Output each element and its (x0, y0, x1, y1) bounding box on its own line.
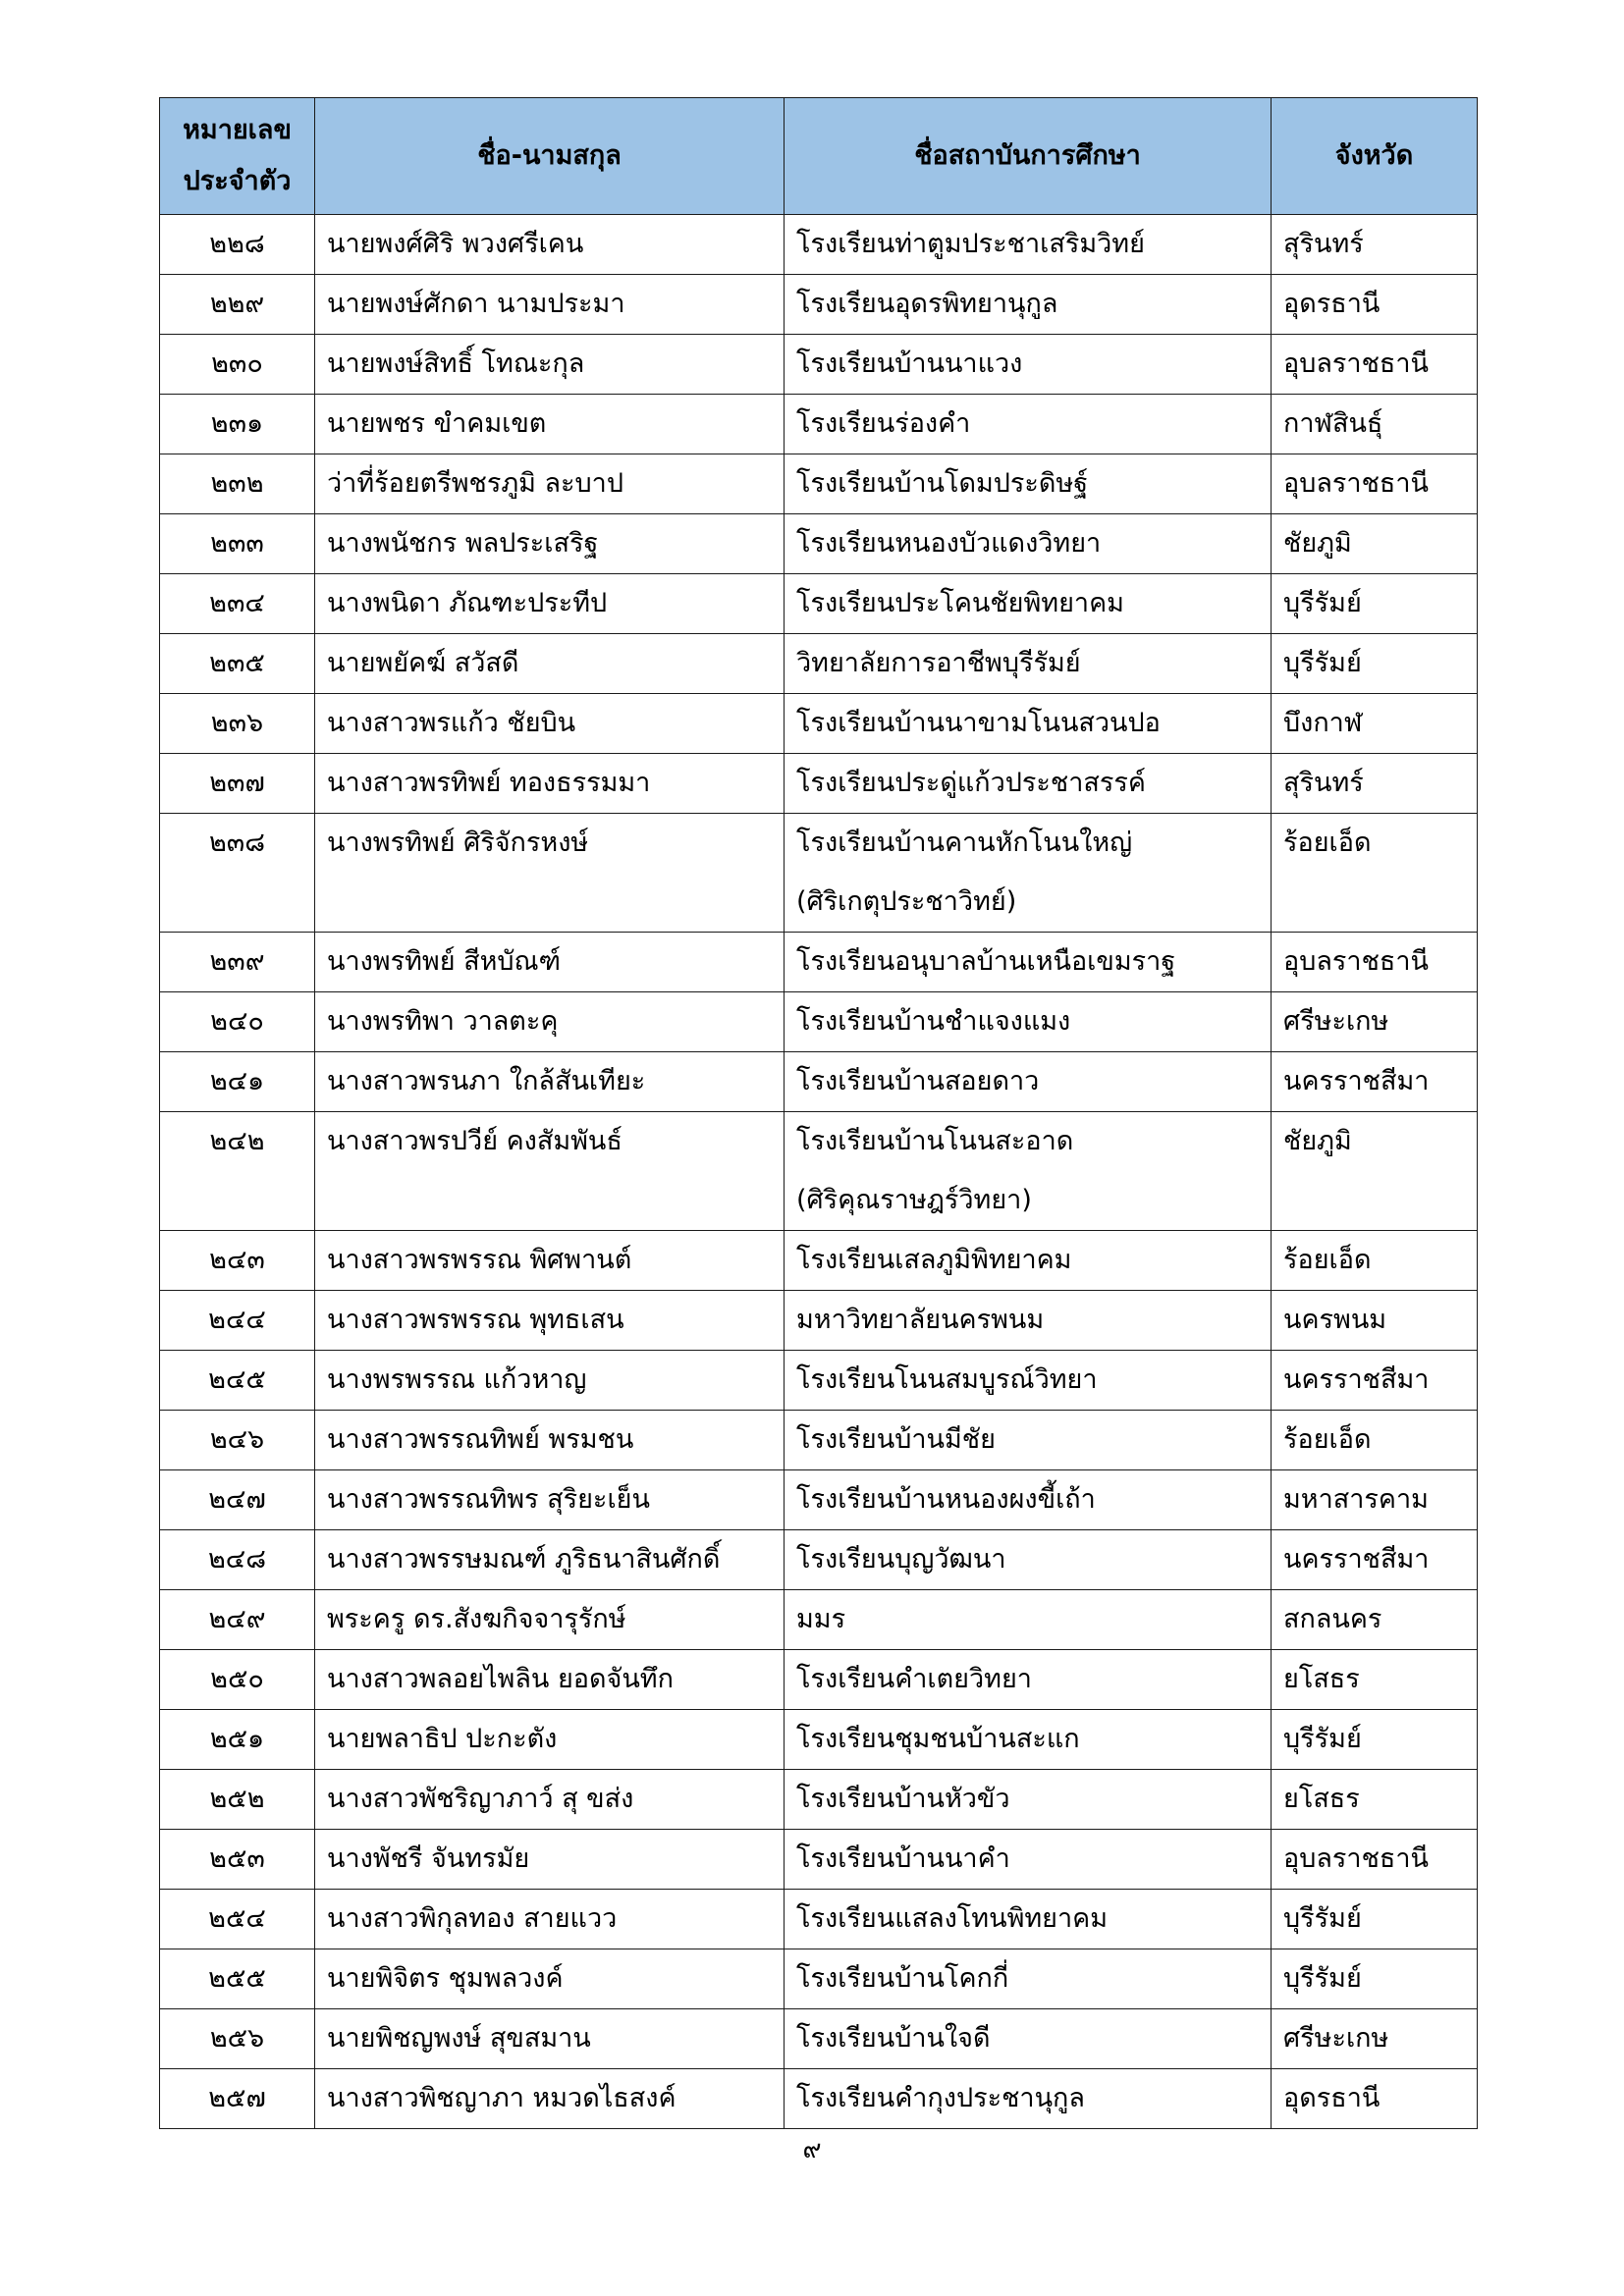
cell-id-number: ๒๕๑ (160, 1710, 315, 1770)
school-line: โรงเรียนบ้านหนองผงขี้เถ้า (796, 1484, 1096, 1515)
cell-province: นครพนม (1272, 1291, 1478, 1351)
school-line: โรงเรียนคำกุงประชานุกูล (796, 2083, 1085, 2113)
school-line: (ศิริเกตุประชาวิทย์) (796, 886, 1017, 917)
table-row (160, 1770, 1478, 1830)
cell-id-number: ๒๓๒ (160, 454, 315, 514)
cell-province: ชัยภูมิ (1272, 514, 1478, 574)
cell-province: อุดรธานี (1272, 2069, 1478, 2129)
cell-school (785, 2069, 1272, 2129)
cell-province: อุบลราชธานี (1272, 933, 1478, 992)
cell-school (785, 2009, 1272, 2069)
header-province: จังหวัด (1272, 98, 1478, 215)
table-row (160, 1530, 1478, 1590)
school-line: วิทยาลัยการอาชีพบุรีรัมย์ (796, 648, 1081, 678)
cell-id-number: ๒๔๓ (160, 1231, 315, 1291)
school-line: โรงเรียนแสลงโทนพิทยาคม (796, 1903, 1108, 1934)
table-row (160, 2069, 1478, 2129)
cell-full-name: นางสาวพลอยไพลิน ยอดจันทึก (315, 1650, 785, 1710)
cell-school (785, 1112, 1272, 1231)
cell-id-number: ๒๕๓ (160, 1830, 315, 1890)
cell-id-number: ๒๓๘ (160, 814, 315, 933)
cell-province: ศรีษะเกษ (1272, 2009, 1478, 2069)
cell-full-name: นางสาวพรรณทิพร สุริยะเย็น (315, 1470, 785, 1530)
table-row (160, 1590, 1478, 1650)
school-line: โรงเรียนคำเตยวิทยา (796, 1664, 1032, 1694)
cell-full-name: นายพงษ์สิทธิ์ โทณะกุล (315, 335, 785, 395)
cell-province: ร้อยเอ็ด (1272, 814, 1478, 933)
cell-school (785, 694, 1272, 754)
school-line: โรงเรียนบ้านโนนสะอาด (796, 1126, 1074, 1156)
school-line: โรงเรียนบ้านโดมประดิษฐ์ (796, 468, 1089, 499)
cell-full-name: นางพรพรรณ แก้วหาญ (315, 1351, 785, 1411)
table-row (160, 1949, 1478, 2009)
cell-school (785, 275, 1272, 335)
cell-full-name: นางสาวพรรณทิพย์ พรมชน (315, 1411, 785, 1470)
table-body (160, 215, 1478, 2129)
cell-id-number: ๒๔๐ (160, 992, 315, 1052)
table-row (160, 992, 1478, 1052)
cell-province: สกลนคร (1272, 1590, 1478, 1650)
school-line: โรงเรียนประโคนชัยพิทยาคม (796, 588, 1124, 618)
cell-id-number: ๒๓๔ (160, 574, 315, 634)
table-row (160, 1231, 1478, 1291)
cell-full-name: นายพชร ขำคมเขต (315, 395, 785, 454)
table-row (160, 454, 1478, 514)
cell-id-number: ๒๔๑ (160, 1052, 315, 1112)
table-row (160, 754, 1478, 814)
cell-province: นครราชสีมา (1272, 1052, 1478, 1112)
cell-school (785, 814, 1272, 933)
cell-province: อุบลราชธานี (1272, 335, 1478, 395)
school-line: โรงเรียนเสลภูมิพิทยาคม (796, 1245, 1072, 1275)
cell-school (785, 514, 1272, 574)
school-line: โรงเรียนหนองบัวแดงวิทยา (796, 528, 1102, 559)
cell-id-number: ๒๔๖ (160, 1411, 315, 1470)
cell-full-name: นางสาวพรปวีย์ คงสัมพันธ์ (315, 1112, 785, 1231)
cell-full-name: นางพรทิพย์ ศิริจักรหงษ์ (315, 814, 785, 933)
cell-full-name: นางพรทิพา วาลตะคุ (315, 992, 785, 1052)
cell-school (785, 1770, 1272, 1830)
cell-school (785, 1470, 1272, 1530)
cell-full-name: นางพนิดา ภัณฑะประทีป (315, 574, 785, 634)
cell-full-name: นายพิชญพงษ์ สุขสมาน (315, 2009, 785, 2069)
cell-province: บุรีรัมย์ (1272, 1949, 1478, 2009)
cell-school (785, 933, 1272, 992)
cell-id-number: ๒๓๕ (160, 634, 315, 694)
cell-id-number: ๒๓๓ (160, 514, 315, 574)
cell-school (785, 215, 1272, 275)
cell-province: มหาสารคาม (1272, 1470, 1478, 1530)
table-row (160, 1470, 1478, 1530)
cell-id-number: ๒๕๕ (160, 1949, 315, 2009)
cell-id-number: ๒๒๙ (160, 275, 315, 335)
header-row (160, 98, 1478, 215)
cell-school (785, 1590, 1272, 1650)
header-school: ชื่อสถาบันการศึกษา (785, 98, 1272, 215)
school-line: โรงเรียนบ้านโคกกี่ (796, 1963, 1009, 1994)
school-line: มหาวิทยาลัยนครพนม (796, 1305, 1045, 1335)
cell-school (785, 574, 1272, 634)
table-row (160, 1890, 1478, 1949)
school-line: โรงเรียนอุดรพิทยานุกูล (796, 289, 1058, 319)
cell-province: ศรีษะเกษ (1272, 992, 1478, 1052)
cell-school (785, 754, 1272, 814)
cell-school (785, 1291, 1272, 1351)
cell-province: อุบลราชธานี (1272, 454, 1478, 514)
cell-school (785, 335, 1272, 395)
cell-full-name: นางสาวพิชญาภา หมวดไธสงค์ (315, 2069, 785, 2129)
cell-full-name: นายพิจิตร ชุมพลวงค์ (315, 1949, 785, 2009)
table-row (160, 574, 1478, 634)
table-row (160, 395, 1478, 454)
cell-school (785, 1830, 1272, 1890)
school-line: โรงเรียนชุมชนบ้านสะแก (796, 1724, 1080, 1754)
table-row (160, 814, 1478, 933)
table-row (160, 694, 1478, 754)
cell-full-name: นางพรทิพย์ สีหบัณฑ์ (315, 933, 785, 992)
cell-id-number: ๒๕๔ (160, 1890, 315, 1949)
school-line: โรงเรียนบ้านนาแวง (796, 348, 1023, 379)
table-row (160, 335, 1478, 395)
table-row (160, 1351, 1478, 1411)
school-line: โรงเรียนบ้านใจดี (796, 2023, 991, 2054)
school-line: โรงเรียนประดู่แก้วประชาสรรค์ (796, 768, 1146, 798)
table-header (160, 98, 1478, 215)
cell-id-number: ๒๕๐ (160, 1650, 315, 1710)
cell-school (785, 1650, 1272, 1710)
table-row (160, 1411, 1478, 1470)
table-row (160, 275, 1478, 335)
cell-full-name: นายพยัคฆ์ สวัสดี (315, 634, 785, 694)
cell-full-name: นางสาวพรนภา ใกล้สันเทียะ (315, 1052, 785, 1112)
cell-id-number: ๒๔๘ (160, 1530, 315, 1590)
table-row (160, 1291, 1478, 1351)
cell-province: นครราชสีมา (1272, 1351, 1478, 1411)
school-line: โรงเรียนบ้านสอยดาว (796, 1066, 1040, 1096)
cell-province: นครราชสีมา (1272, 1530, 1478, 1590)
cell-school (785, 1890, 1272, 1949)
cell-province: บุรีรัมย์ (1272, 574, 1478, 634)
table-row (160, 2009, 1478, 2069)
cell-id-number: ๒๕๖ (160, 2009, 315, 2069)
table-row (160, 1710, 1478, 1770)
school-line: โรงเรียนบ้านหัวขัว (796, 1784, 1010, 1814)
cell-id-number: ๒๔๔ (160, 1291, 315, 1351)
school-line: โรงเรียนบ้านมีชัย (796, 1424, 996, 1455)
cell-province: บึงกาฬ (1272, 694, 1478, 754)
cell-id-number: ๒๕๗ (160, 2069, 315, 2129)
cell-full-name: นางสาวพรทิพย์ ทองธรรมมา (315, 754, 785, 814)
cell-province: ร้อยเอ็ด (1272, 1411, 1478, 1470)
cell-id-number: ๒๕๒ (160, 1770, 315, 1830)
cell-full-name: นายพงศ์ศิริ พวงศรีเคน (315, 215, 785, 275)
cell-full-name: นางสาวพรพรรณ พุทธเสน (315, 1291, 785, 1351)
cell-full-name: นางพัชรี จันทรมัย (315, 1830, 785, 1890)
header-id-number (160, 98, 315, 215)
school-line: (ศิริคุณราษฎร์วิทยา) (796, 1185, 1032, 1215)
cell-full-name: นางสาวพัชริญาภาว์ สุ ขส่ง (315, 1770, 785, 1830)
cell-province: ร้อยเอ็ด (1272, 1231, 1478, 1291)
table-row (160, 634, 1478, 694)
table-row (160, 215, 1478, 275)
table-row (160, 1112, 1478, 1231)
school-line: โรงเรียนอนุบาลบ้านเหนือเขมราฐ (796, 946, 1176, 977)
cell-province: สุรินทร์ (1272, 215, 1478, 275)
cell-full-name: นายพงษ์ศักดา นามประมา (315, 275, 785, 335)
table-row (160, 933, 1478, 992)
cell-province: อุดรธานี (1272, 275, 1478, 335)
cell-province: บุรีรัมย์ (1272, 1710, 1478, 1770)
cell-id-number: ๒๓๗ (160, 754, 315, 814)
cell-school (785, 1710, 1272, 1770)
school-line: โรงเรียนโนนสมบูรณ์วิทยา (796, 1364, 1098, 1395)
cell-school (785, 1231, 1272, 1291)
cell-school (785, 395, 1272, 454)
header-id-line-1: หมายเลข (183, 115, 292, 145)
cell-full-name: นางสาวพิกุลทอง สายแวว (315, 1890, 785, 1949)
cell-id-number: ๒๓๐ (160, 335, 315, 395)
table-row (160, 1830, 1478, 1890)
cell-full-name: นางสาวพรรษมณฑ์ ภูริธนาสินศักดิ์ (315, 1530, 785, 1590)
school-line: โรงเรียนท่าตูมประชาเสริมวิทย์ (796, 229, 1145, 259)
school-line: โรงเรียนบ้านคานหักโนนใหญ่ (796, 828, 1133, 858)
cell-id-number: ๒๒๘ (160, 215, 315, 275)
school-line: โรงเรียนบ้านชำแจงแมง (796, 1006, 1071, 1037)
table-row (160, 514, 1478, 574)
cell-id-number: ๒๓๖ (160, 694, 315, 754)
cell-school (785, 1052, 1272, 1112)
cell-id-number: ๒๔๕ (160, 1351, 315, 1411)
school-line: โรงเรียนร่องคำ (796, 408, 971, 439)
cell-province: ยโสธร (1272, 1650, 1478, 1710)
header-id-line-2: ประจำตัว (183, 166, 292, 196)
school-line: มมร (796, 1604, 846, 1634)
cell-id-number: ๒๓๑ (160, 395, 315, 454)
page-number: ๙ (802, 2135, 822, 2164)
school-line: โรงเรียนบุญวัฒนา (796, 1544, 1006, 1575)
cell-full-name: นายพลาธิป ปะกะตัง (315, 1710, 785, 1770)
participant-table (159, 97, 1478, 2129)
cell-full-name: นางสาวพรแก้ว ชัยบิน (315, 694, 785, 754)
header-name: ชื่อ-นามสกุล (315, 98, 785, 215)
cell-id-number: ๒๔๗ (160, 1470, 315, 1530)
cell-id-number: ๒๓๙ (160, 933, 315, 992)
cell-school (785, 1530, 1272, 1590)
cell-full-name: นางพนัชกร พลประเสริฐ (315, 514, 785, 574)
cell-province: อุบลราชธานี (1272, 1830, 1478, 1890)
school-line: โรงเรียนบ้านนาคำ (796, 1843, 1010, 1874)
cell-province: ยโสธร (1272, 1770, 1478, 1830)
cell-school (785, 1949, 1272, 2009)
cell-school (785, 1411, 1272, 1470)
cell-school (785, 992, 1272, 1052)
table-row (160, 1650, 1478, 1710)
cell-province: บุรีรัมย์ (1272, 1890, 1478, 1949)
cell-school (785, 1351, 1272, 1411)
cell-province: กาฬสินธุ์ (1272, 395, 1478, 454)
cell-school (785, 454, 1272, 514)
cell-province: ชัยภูมิ (1272, 1112, 1478, 1231)
table-row (160, 1052, 1478, 1112)
cell-id-number: ๒๔๙ (160, 1590, 315, 1650)
cell-id-number: ๒๔๒ (160, 1112, 315, 1231)
cell-full-name: นางสาวพรพรรณ พิศพานต์ (315, 1231, 785, 1291)
cell-province: สุรินทร์ (1272, 754, 1478, 814)
cell-full-name: พระครู ดร.สังฆกิจจารุรักษ์ (315, 1590, 785, 1650)
cell-full-name: ว่าที่ร้อยตรีพชรภูมิ ละบาป (315, 454, 785, 514)
cell-province: บุรีรัมย์ (1272, 634, 1478, 694)
school-line: โรงเรียนบ้านนาขามโนนสวนปอ (796, 708, 1161, 738)
cell-school (785, 634, 1272, 694)
